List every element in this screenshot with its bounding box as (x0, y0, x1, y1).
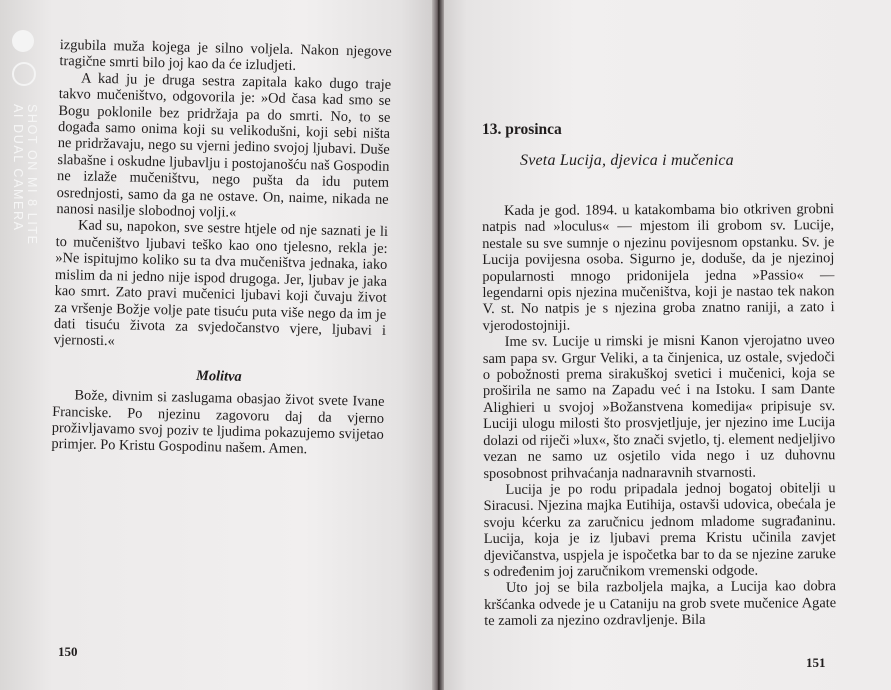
watermark-line-1: SHOT ON MI 8 LITE (25, 104, 39, 246)
right-paragraph-4: Uto joj se bila razboljela majka, a Lucija kao dobra kršćanka odvede je u Cataniju na grob svete mučenice Agate te zamoli za njezino ozdravljenje. Bila (484, 578, 837, 630)
left-paragraph-2: A kad ju je druga sestra zapitala kako dugo traje takvo mučeništvo, odgovorila je: »Od časa kad smo se Bogu poklonile bez pridržaja pa do smrti. No, to se događa samo onima koji su velikodušni, koji sebi ništa ne pridržavaju, nego su vjerni jedino svojoj ljubavi. Duše slabašne i oskudne ljubavlju i postojanošću naš Gospodin ne izlaže mučeništvu, nego pušta da idu putem osrednjosti, samo da ga ne ostave. On, naime, nikada ne nanosi nasilje slobodnoj volji.« (56, 70, 392, 221)
left-page-number: 150 (58, 644, 78, 659)
right-page-text (482, 201, 836, 629)
right-paragraph-1: Kada je god. 1894. u katakombama bio otkriven grobni natpis nad »loculus« — mjestom ili grobom sv. Lucije, nestale su sve sumnje o njezinu povijesnom opstanku. Sv. je Lucija povijesna osoba. Sigurno je, doduše, da je njezinoj popularnosti mnogo pridonijela jedna »Passio« — legendarni opis njezina mučeništva, koji je nastao tek nakon V. st. No natpis je s njezina groba znatno raniji, a zato i vjerodostojniji. (482, 201, 835, 334)
prayer-heading: Molitva (195, 367, 242, 385)
left-page-text (51, 37, 392, 460)
watermark-line-2: AI DUAL CAMERA (11, 104, 25, 232)
right-paragraph-3: Lucija je po rodu pripadala jednoj bogatoj obitelji u Siracusi. Njezina majka Eutihija, ostavši udovica, obećala je svoju kćerku za zaručnicu jednom mladome sugrađaninu. Lucija, koja je iz ljubavi prema Kristu učinila zavjet djevičanstva, uspjela je ispočetka bar to da se njezine zaruke s određenim joj zaručnikom vremenski odgode. (483, 480, 836, 580)
watermark-ring-icon (12, 62, 36, 86)
left-paragraph-3: Kad su, napokon, sve sestre htjele od nje saznati je li to mučeništvo ljubavi teško kao ono tjelesno, rekla je: »Ne ispitujmo koliko su ta dva mučeništva jednaka, iako mislim da ni jedno nije ispod drugoga. Jer, ljubav je jaka kao smrt. Zato pravi mučenici ljubavi koji čuvaju život za vršenje Božje volje pate tisuću puta više nego da im je dati tisuću života za svjedočanstvo vjere, ljubavi i vjernosti.« (53, 217, 389, 350)
chapter-title: 13. prosinca (482, 121, 562, 138)
prayer-text: Bože, divnim si zaslugama obasjao život svete Ivane Franciske. Po njezinu zagovoru daj da vjerno proživljavamo svoj poziv te ljudima pokazujemo svijetao primjer. Po Kristu Gospodinu našem. Amen. (51, 387, 385, 458)
right-page-number: 151 (806, 655, 826, 670)
camera-watermark (8, 30, 42, 290)
watermark-dot-icon (12, 30, 34, 52)
left-paragraph-1: izgubila muža kojega je silno voljela. Nakon njegove tragične smrti bilo joj kao da će izludjeti. (59, 37, 392, 75)
book-gutter (432, 0, 444, 690)
watermark-text (11, 104, 39, 246)
right-paragraph-2: Ime sv. Lucije u rimski je misni Kanon vjerojatno uveo sam papa sv. Grgur Veliki, a ta činjenica, uz ostale, svjedoči o pobožnosti prema sirakuškoj svetici i mučenici, koja se proširila ne samo na Zapadu već i na Istoku. I sam Dante Alighieri u svojoj »Božanstvena komedija« pripisuje sv. Luciji ulogu milosti što prosvjetljuje, jer njezino ime Lucija dolazi od riječi »lux«, što znači svjetlo, tj. element nedjeljivo vezan ne samo uz osjetilo vida nego i uz duhovnu sposobnost prihvaćanja nadnaravnih stvarnosti. (482, 332, 836, 482)
chapter-subtitle: Sveta Lucija, djevica i mučenica (520, 152, 734, 169)
